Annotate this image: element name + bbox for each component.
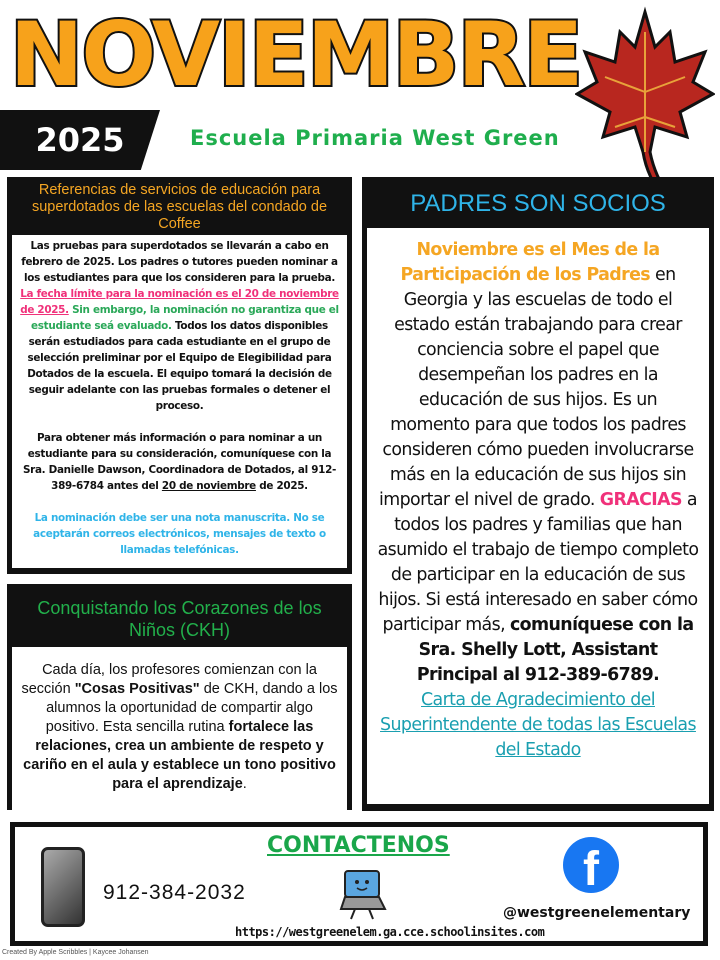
facebook-icon[interactable]: f [563, 837, 619, 893]
parents-contact: comuníquese con la Sra. Shelly Lott, Assistant Principal al 912-389-6789. [416, 615, 694, 685]
gifted-contact: de 2025. [259, 480, 308, 492]
parents-title: PADRES SON SOCIOS [410, 190, 666, 217]
gifted-contact: Para obtener más información o para nominar a un estudiante para su consideración, comuníquese con la Sra. Danielle Dawson, Coordinadora de Dotados, al 912-389-6784 antes del [22, 432, 337, 492]
gifted-text: Las pruebas para superdotados se llevarán a cabo en febrero de 2025. Los padres o tutores pueden nominar a los estudiantes para que los consideren para la prueba. [21, 240, 338, 284]
ckh-text: "Cosas Positivas" [74, 681, 200, 697]
gifted-body [12, 235, 347, 568]
maple-leaf-icon [575, 2, 715, 202]
ckh-text: . [242, 776, 247, 792]
ckh-title: Conquistando los Corazones de los Niños (CKH) [37, 598, 322, 640]
parents-text: a todos los padres y familias que han asumido el trabajo de tiempo completo de participar en la educación de sus hijos. Si está interesado en saber cómo participar más, [377, 490, 699, 635]
facebook-handle[interactable]: @westgreenelementary [503, 905, 691, 921]
gifted-note: Sin embargo, la nominación no garantiza que el estudiante seá evaluado. [31, 304, 339, 332]
website-link[interactable]: https://westgreenelem.ga.cce.schoolinsites.com [235, 925, 545, 939]
ckh-text: fortalece las relaciones, crea un ambiente de respeto y cariño en el aula y establece un tono positivo para el aprendizaje [23, 719, 336, 792]
gifted-section [7, 177, 352, 574]
credit: Created By Apple Scribbles | Kaycee Johansen [2, 949, 149, 956]
ckh-text: Cada día, los profesores comienzan con la sección [21, 662, 317, 697]
laptop-icon [337, 869, 389, 921]
ckh-body [12, 647, 347, 810]
parents-text: Noviembre es el Mes de la Participación de los Padres [400, 240, 660, 285]
gifted-contact-date: 20 de noviembre [161, 480, 256, 492]
contact-phone[interactable]: 912-384-2032 [103, 881, 246, 904]
phone-icon [41, 847, 85, 927]
ckh-section [7, 584, 352, 810]
gifted-deadline: La fecha límite para la nominación es el 20 de noviembre de 2025. [20, 288, 339, 316]
contact-title: CONTACTENOS [267, 833, 450, 858]
parents-body [367, 228, 709, 804]
gifted-text: Todos los datos disponibles serán estudiados para cada estudiante en el grupo de selección preliminar por el Equipo de Elegibilidad para Dotados de la escuela. El equipo tomará la decisión de seguir adelante con las pruebas formales o detener el proceso. [27, 320, 332, 412]
year: 2025 [35, 121, 125, 159]
parents-text: GRACIAS [599, 490, 682, 510]
parents-section [362, 177, 714, 811]
parents-text: en Georgia y las escuelas de todo el estado están trabajando para crear conciencia sobre el papel que desempeñan los padres en la educación de sus hijos. Es un momento para que todos los padres consideren cómo pueden involucrarse más en la educación de sus hijos sin importar el nivel de grado. [379, 265, 694, 510]
gifted-title: Referencias de servicios de educación para superdotados de las escuelas del condado de Coffee [31, 182, 328, 232]
superintendent-letter-link[interactable]: Carta de Agradecimiento del Superintendente de todas las Escuelas del Estado [380, 690, 696, 760]
page-title: NOVIEMBRE [9, 3, 582, 106]
school-name: Escuela Primaria West Green [190, 126, 560, 150]
gifted-nomination-note: La nominación debe ser una nota manuscrita. No se aceptarán correos electrónicos, mensajes de texto o llamadas telefónicas. [33, 512, 326, 556]
contact-section [10, 822, 708, 946]
ckh-text: de CKH, dando a los alumnos la oportunidad de compartir algo positivo. Esta sencilla rutina [45, 681, 338, 735]
